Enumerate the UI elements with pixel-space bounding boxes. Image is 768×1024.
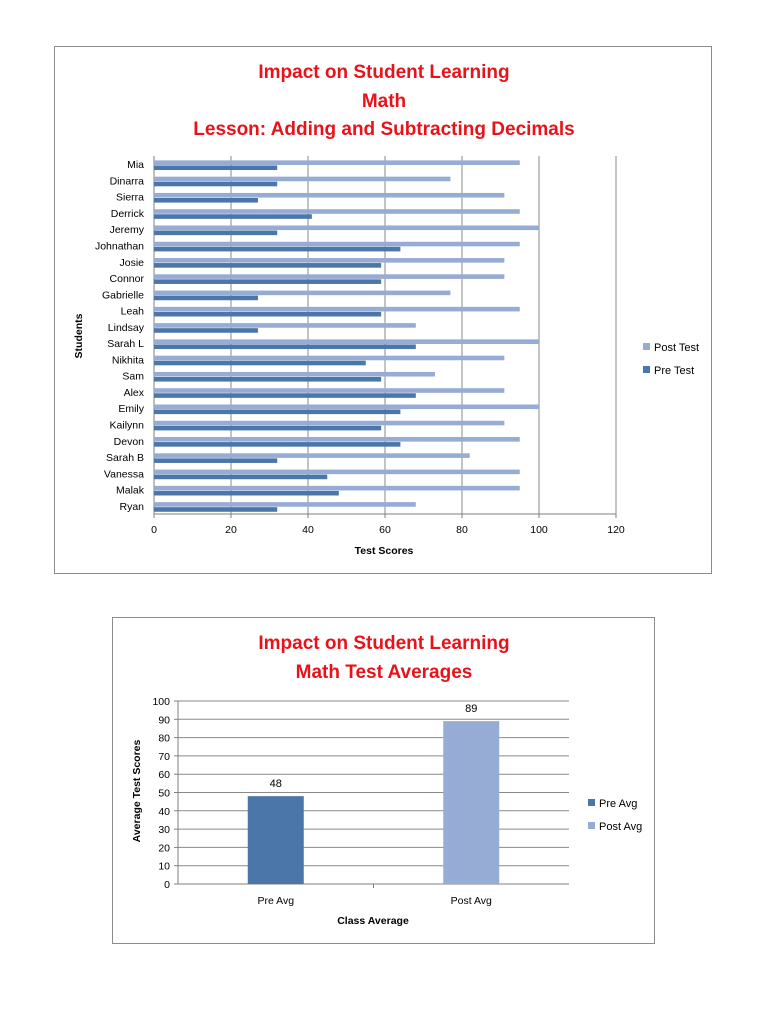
chart1-category-label-lindsay: Lindsay [107,321,144,334]
chart2-y-tick-label: 20 [158,842,170,855]
legend-swatch-post-avg [588,822,595,829]
chart1-category-label-josie: Josie [119,256,144,269]
bar-pre-test-sam [154,377,381,382]
chart1-category-label-kailynn: Kailynn [109,419,144,432]
chart1-category-label-mia: Mia [127,159,144,172]
chart2-y-tick-label: 100 [152,696,170,708]
chart2-y-tick-label: 10 [158,860,170,873]
chart1-category-label-dinarra: Dinarra [109,175,144,188]
chart1-category-label-leah: Leah [120,305,144,318]
legend-label-pre-test: Pre Test [654,365,695,377]
legend-swatch-post-test [643,343,650,350]
bar-post-test-connor [154,274,504,279]
chart2-y-tick-label: 50 [158,787,170,800]
chart2-y-tick-label: 60 [158,769,170,782]
chart1-x-tick-label: 60 [379,524,391,536]
chart1-y-axis-title: Students [73,313,85,359]
legend-swatch-pre-test [643,366,650,373]
student-scores-chart [54,46,712,574]
test-averages-chart [112,617,655,944]
bar-pre-test-alex [154,393,416,398]
chart1-category-label-nikhita: Nikhita [111,354,144,367]
chart1-title-line-1: Impact on Student Learning [258,62,510,83]
chart1-category-label-vanessa: Vanessa [103,468,144,481]
legend-swatch-pre-avg [588,799,595,806]
bar-post-test-ryan [154,502,416,507]
chart1-category-label-sam: Sam [122,370,144,383]
chart1-category-label-sarah-b: Sarah B [106,452,144,465]
chart2-y-tick-label: 90 [158,714,170,727]
chart1-category-label-connor: Connor [109,273,144,286]
chart2-title-line-1: Impact on Student Learning [258,633,510,654]
bar-pre-test-dinarra [154,182,277,187]
chart1-title-line-3: Lesson: Adding and Subtracting Decimals [193,119,575,140]
bar-pre-test-johnathan [154,247,400,252]
chart1-x-tick-label: 120 [607,524,625,536]
bar-pre-test-sierra [154,198,258,203]
chart1-category-label-johnathan: Johnathan [94,240,144,253]
bar-pre-test-malak [154,491,339,496]
bar-post-test-derrick [154,209,520,214]
legend-label-post-avg: Post Avg [599,821,643,833]
bar-pre-test-leah [154,312,381,317]
bar-pre-avg [248,796,304,884]
chart1-category-label-sierra: Sierra [115,191,144,204]
chart1-category-label-sarah-l: Sarah L [107,338,144,351]
bar-pre-test-emily [154,410,400,415]
chart1-category-label-derrick: Derrick [110,207,144,220]
bar-post-test-malak [154,486,520,491]
chart2-y-tick-label: 40 [158,805,170,818]
chart2-legend [588,798,642,833]
bar-post-test-mia [154,160,520,165]
bar-pre-test-lindsay [154,328,258,333]
chart1-x-tick-label: 100 [530,524,548,536]
bar-pre-test-ryan [154,507,277,512]
bar-post-test-sarah-b [154,453,470,458]
bar-post-test-devon [154,437,520,442]
chart1-x-tick-label: 40 [302,524,314,536]
legend-label-pre-avg: Pre Avg [599,798,638,810]
bar-pre-test-kailynn [154,426,381,431]
bar-pre-test-mia [154,165,277,170]
bar-pre-test-josie [154,263,381,268]
data-label-pre-avg: 48 [269,778,282,791]
bar-post-test-kailynn [154,421,504,426]
bar-post-test-sierra [154,193,504,198]
chart1-category-label-ryan: Ryan [119,500,144,513]
bar-pre-test-connor [154,279,381,284]
chart1-x-tick-label: 20 [225,524,237,536]
bar-post-test-dinarra [154,177,450,182]
chart2-y-tick-label: 70 [158,750,170,763]
chart2-x-axis-title: Class Average [337,915,409,927]
bar-pre-test-vanessa [154,475,327,480]
bar-post-test-lindsay [154,323,416,328]
bar-pre-test-derrick [154,214,312,219]
chart1-x-tick-label: 80 [456,524,468,536]
bar-pre-test-jeremy [154,231,277,236]
chart1-category-label-alex: Alex [123,386,144,399]
chart2-y-tick-label: 30 [158,824,170,837]
bar-post-test-sam [154,372,435,377]
data-label-post-avg: 89 [465,703,478,716]
chart1-category-label-emily: Emily [118,403,144,416]
bar-post-test-nikhita [154,356,504,361]
bar-post-test-johnathan [154,242,520,247]
chart1-category-label-malak: Malak [115,484,144,497]
legend-label-post-test: Post Test [654,342,700,354]
chart1-x-axis-title: Test Scores [354,545,414,557]
bar-pre-test-nikhita [154,361,366,366]
bar-post-test-alex [154,388,504,393]
chart1-category-label-devon: Devon [113,435,144,448]
test-averages-chart-svg [113,618,656,945]
chart1-legend [643,342,699,377]
bar-post-test-josie [154,258,504,263]
chart2-title-line-2: Math Test Averages [295,662,473,683]
bar-post-test-vanessa [154,470,520,475]
chart2-y-axis-title: Average Test Scores [131,739,143,843]
chart1-x-tick-label: 0 [151,524,157,536]
chart1-title-line-2: Math [361,91,407,112]
bar-pre-test-sarah-l [154,344,416,349]
bar-pre-test-devon [154,442,400,447]
bar-post-avg [443,721,499,884]
bar-post-test-leah [154,307,520,312]
chart2-y-tick-label: 0 [164,879,170,891]
bar-post-test-gabrielle [154,291,450,296]
bar-post-test-jeremy [154,225,539,230]
bar-post-test-emily [154,404,539,409]
chart2-category-label-post-avg: Post Avg [450,895,492,907]
chart1-category-label-gabrielle: Gabrielle [101,289,144,302]
chart1-category-label-jeremy: Jeremy [109,224,144,237]
chart2-y-tick-label: 80 [158,732,170,745]
chart2-category-label-pre-avg: Pre Avg [257,895,295,907]
student-scores-chart-svg [55,47,713,575]
bar-pre-test-sarah-b [154,458,277,463]
bar-pre-test-gabrielle [154,296,258,301]
bar-post-test-sarah-l [154,339,539,344]
